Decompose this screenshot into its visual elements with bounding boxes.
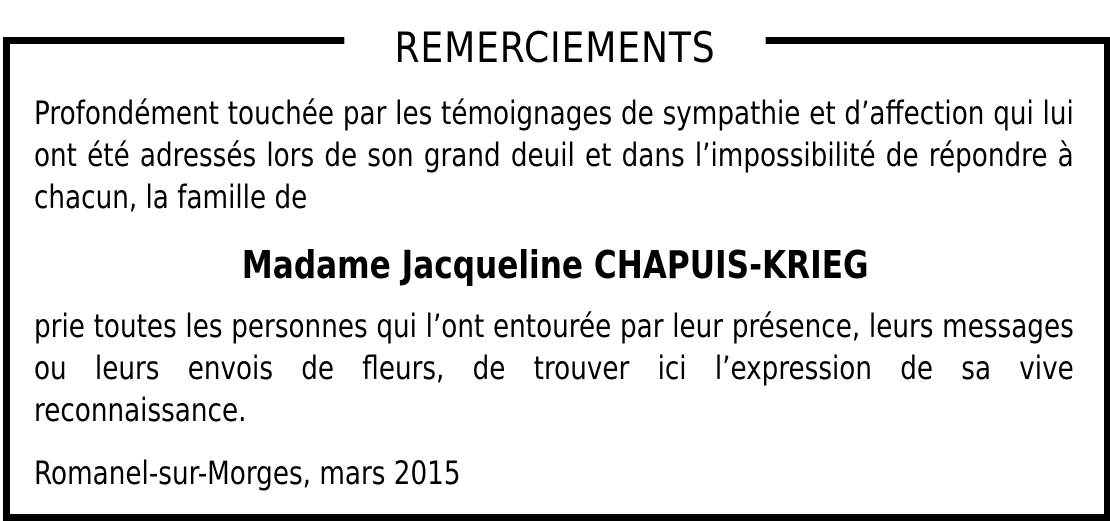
thanks-paragraph-intro [34,92,1074,218]
notice-title: REMERCIEMENTS [344,14,765,82]
thanks-paragraph-body [34,305,1074,431]
body-text: prie toutes les personnes qui l’ont entourée par leur présence, leurs messages ou leurs envois de fleurs, de trouver ici l’expression de sa vive reconnaissance. [34,307,1074,429]
intro-text: Profondément touchée par les témoignages de sympathie et d’affection qui lui ont été adressés lors de son grand deuil et dans l’impossibilité de répondre à chacun, la famille de [34,94,1074,216]
place-and-date: Romanel-sur-Morges, mars 2015 [34,454,461,492]
deceased-name-block [0,237,1110,293]
deceased-name: Madame Jacqueline CHAPUIS-KRIEG [241,243,869,287]
